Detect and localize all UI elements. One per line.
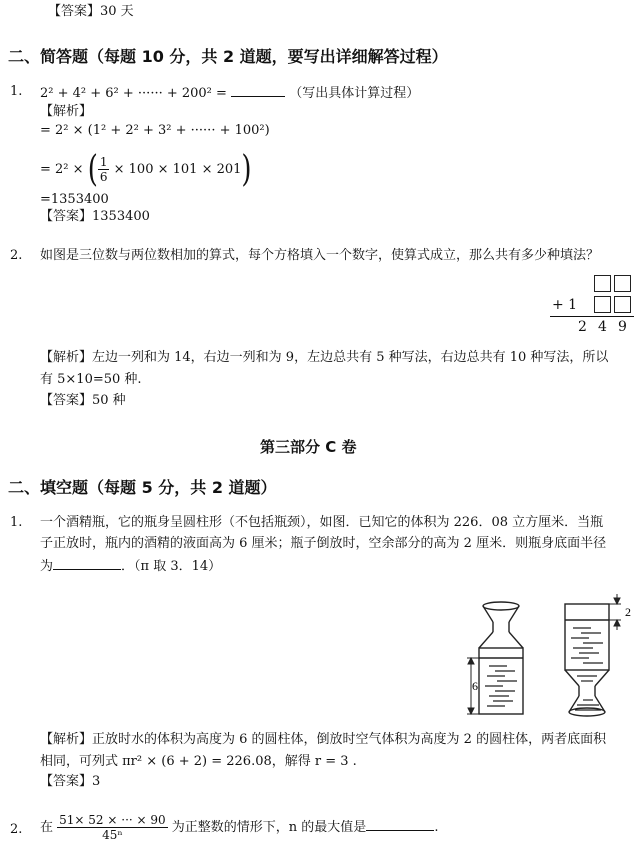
liquid-lines: [571, 628, 603, 710]
end: .: [434, 820, 439, 835]
suffix: 为正整数的情形下，n 的最大值是: [171, 820, 367, 835]
fraction: [98, 155, 110, 184]
expression-text: 2² + 4² + 6² + ······ + 200² =: [40, 86, 227, 101]
question-number: 1.: [10, 84, 23, 99]
question-number: 2.: [10, 822, 23, 837]
fraction-numerator: 51× 52 × ··· × 90: [59, 813, 166, 827]
answer-line: 【答案】1353400: [40, 209, 150, 224]
question-1-expression: [40, 84, 419, 102]
solution-step-2: = 2² × ( $\frac{1}{6}$ × 100 × 101 × 201): [40, 148, 252, 191]
upright-bottle: [479, 602, 523, 714]
digit-box: [594, 296, 611, 313]
answer-line: 【答案】3: [40, 774, 101, 789]
step-2-suffix: × 100 × 101 × 201: [113, 162, 242, 177]
sum-digit: 2: [578, 319, 587, 335]
step-2-prefix: = 2² ×: [40, 162, 84, 177]
fraction-denominator: 6: [99, 170, 108, 184]
sum-line: [550, 316, 634, 317]
analysis-label: 【解析】: [40, 104, 93, 119]
digit-box: [594, 275, 611, 292]
fraction-numerator: 1: [99, 155, 108, 169]
sum-digit: 9: [618, 319, 627, 335]
solution-step-1: = 2² × (1² + 2² + 3² + ······ + 100²): [40, 123, 270, 138]
label-two: 2: [625, 605, 631, 619]
answer-blank: [366, 818, 434, 831]
solution-step-3: =1353400: [40, 192, 109, 207]
answer-blank: [53, 557, 121, 570]
question-text-line: 子正放时，瓶内的酒精的液面高为 6 厘米；瓶子倒放时，空余部分的高为 2 厘米．则瓶身底面半径: [40, 536, 607, 551]
question-text-line: 一个酒精瓶，它的瓶身呈圆柱形（不包括瓶颈），如图．已知它的体积为 226．08 立方厘米．当瓶: [40, 515, 604, 530]
answer-line: 【答案】50 种: [40, 393, 126, 408]
inverted-bottle: [565, 604, 609, 716]
section-heading-fill-blank: 二、填空题（每题 5 分，共 2 道题）: [8, 478, 277, 497]
question-number: 2.: [10, 248, 23, 263]
sum-digit: 4: [598, 319, 607, 335]
analysis-equation: 相同，可列式 πr² × (6 + 2) = 226.08，解得: [40, 754, 311, 769]
section-heading-short-answer: 二、简答题（每题 10 分，共 2 道题，要写出详细解答过程）: [8, 47, 448, 66]
line-prefix: 为: [40, 559, 54, 574]
addend-digit-one: + 1: [552, 297, 578, 313]
analysis-line: 【解析】左边一列和为 14，右边一列和为 9，左边总共有 5 种写法，右边总共有 10 种写法，所以: [40, 350, 609, 365]
dimension-two: [609, 594, 621, 630]
top-answer: 【答案】30 天: [48, 4, 134, 19]
question-2-text: [40, 808, 438, 848]
liquid-lines: [485, 666, 517, 706]
analysis-line: 有 5×10=50 种.: [40, 372, 142, 387]
bottle-figure: [455, 590, 640, 720]
analysis-line: 【解析】正放时水的体积为高度为 6 的圆柱体，倒放时空气体积为高度为 2 的圆柱体，两者底面积: [40, 732, 607, 747]
label-six: 6: [472, 679, 478, 693]
fraction: [57, 813, 168, 842]
line-suffix: ．（π 取 3．14）: [121, 559, 222, 574]
analysis-result: r = 3 .: [314, 754, 357, 769]
fraction-denominator: 45ⁿ: [102, 828, 123, 842]
prefix: 在: [40, 820, 54, 835]
digit-box: [614, 296, 631, 313]
question-note: （写出具体计算过程）: [289, 86, 420, 101]
answer-blank: [231, 84, 285, 97]
part-title: 第三部分 C 卷: [260, 438, 357, 456]
digit-box: [614, 275, 631, 292]
question-text-line: [40, 557, 221, 575]
analysis-line: [40, 754, 357, 770]
question-2-text: 如图是三位数与两位数相加的算式，每个方格填入一个数字，使算式成立，那么共有多少种填法？: [40, 248, 600, 263]
question-number: 1.: [10, 515, 23, 530]
